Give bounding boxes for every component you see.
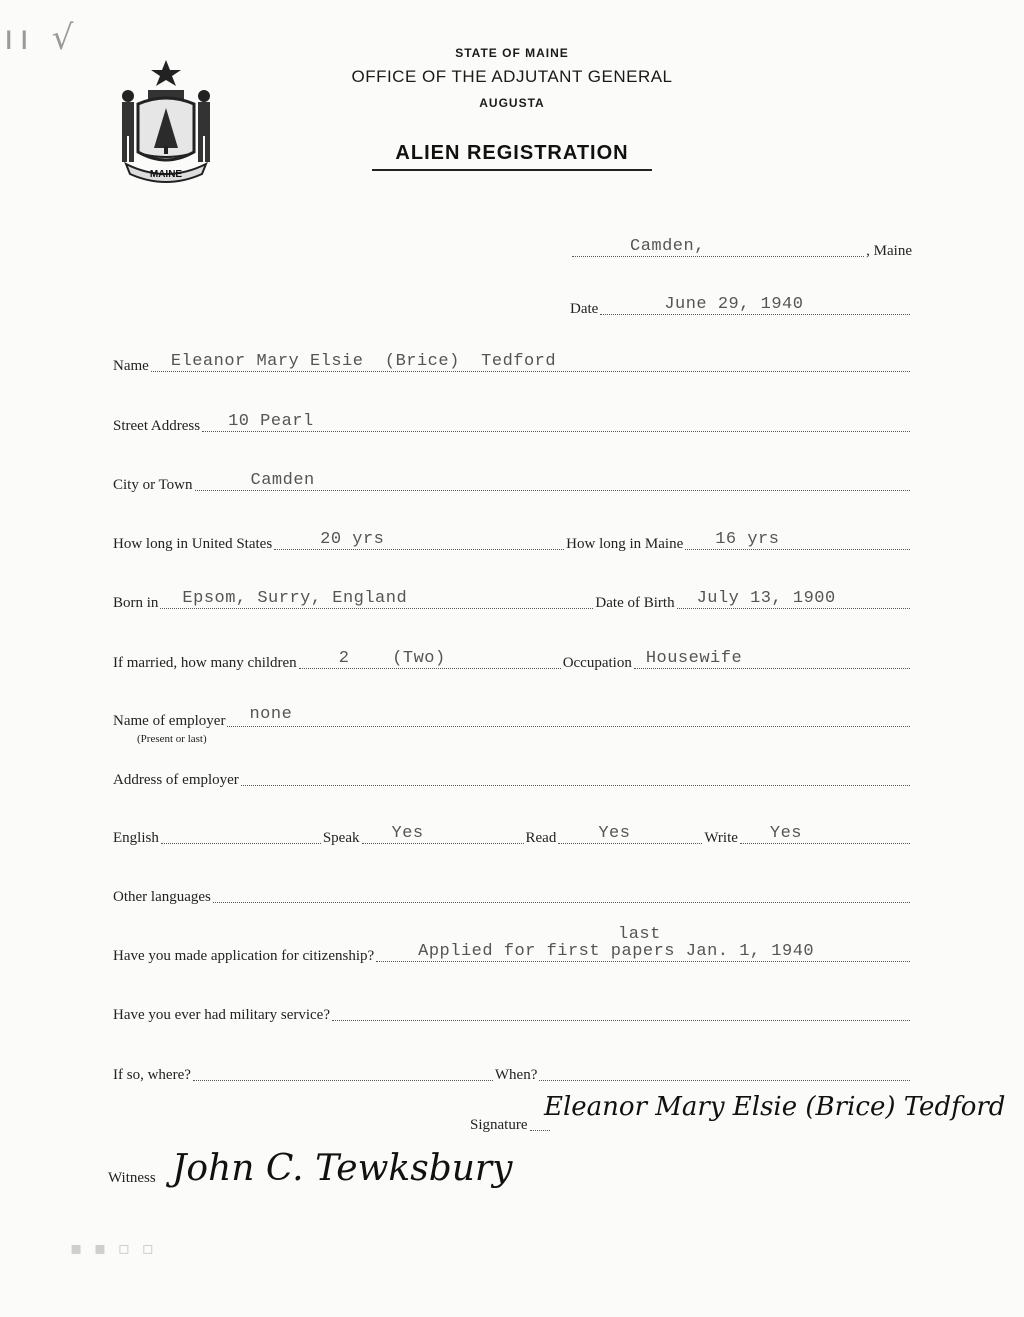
- english-row: [113, 825, 912, 847]
- maine-field: [685, 531, 910, 550]
- write-field: [740, 825, 910, 844]
- when-field: [539, 1062, 910, 1081]
- write-label: Write: [704, 830, 738, 846]
- name-value: Eleanor Mary Elsie (Brice) Tedford: [170, 352, 557, 371]
- place-suffix: , Maine: [866, 243, 912, 259]
- english-label: English: [113, 830, 159, 846]
- city-field: [195, 472, 910, 491]
- dob-label: Date of Birth: [595, 595, 675, 611]
- read-label: Read: [525, 830, 557, 846]
- office-heading: OFFICE OF THE ADJUTANT GENERAL: [351, 67, 673, 86]
- military-row: [113, 1002, 912, 1024]
- where-field: [193, 1062, 493, 1081]
- city-heading: AUGUSTA: [479, 96, 545, 110]
- name-field: [151, 353, 910, 372]
- place-field: [572, 238, 864, 257]
- faded-stamp: ▪ ▪ ▫ ▫: [70, 1238, 157, 1259]
- occupation-field: [634, 650, 910, 669]
- place-value: Camden,: [630, 237, 705, 256]
- children-value: 2 (Two): [338, 649, 446, 668]
- name-row: [113, 353, 912, 375]
- born-value: Epsom, Surry, England: [182, 589, 408, 608]
- dob-value: July 13, 1900: [696, 589, 836, 608]
- street-field: [202, 413, 910, 432]
- employer-sublabel: (Present or last): [137, 733, 207, 745]
- employer-address-row: [113, 767, 912, 789]
- form-title: ALIEN REGISTRATION: [372, 142, 652, 171]
- us-field: [274, 531, 564, 550]
- employer-row: [113, 705, 912, 730]
- date-value: June 29, 1940: [664, 295, 804, 314]
- speak-field: [362, 825, 524, 844]
- maine-value: 16 yrs: [715, 530, 780, 549]
- write-value: Yes: [769, 824, 802, 843]
- speak-value: Yes: [391, 824, 424, 843]
- street-row: [113, 413, 912, 435]
- employer-value: none: [249, 705, 293, 724]
- service-row: [113, 1062, 912, 1084]
- employer-label: Name of employer: [113, 713, 226, 729]
- city-row: [113, 472, 912, 494]
- speak-label: Speak: [322, 830, 360, 846]
- witness-label: Witness: [108, 1170, 156, 1186]
- employer-address-field: [241, 767, 910, 786]
- city-label: City or Town: [113, 477, 193, 493]
- us-value: 20 yrs: [320, 530, 385, 549]
- read-field: [558, 825, 702, 844]
- corner-check-mark: ıı √: [4, 18, 80, 58]
- state-heading: STATE OF MAINE: [455, 46, 569, 60]
- signature-label: Signature: [470, 1117, 528, 1133]
- date-field: [600, 296, 910, 315]
- citizenship-correction: last: [618, 925, 661, 944]
- place-row: [570, 238, 912, 260]
- born-label: Born in: [113, 595, 159, 611]
- english-field: [161, 825, 321, 844]
- citizenship-label: Have you made application for citizenship?: [113, 948, 375, 964]
- street-value: 10 Pearl: [228, 412, 314, 431]
- citizenship-value: Applied for first papers Jan. 1, 1940: [418, 942, 815, 961]
- other-languages-label: Other languages: [113, 889, 211, 905]
- name-label: Name: [113, 358, 149, 374]
- employer-field: [227, 705, 910, 727]
- maine-label: How long in Maine: [566, 536, 684, 552]
- citizenship-field: [376, 943, 910, 962]
- street-label: Street Address: [113, 418, 201, 434]
- where-label: If so, where?: [113, 1067, 191, 1083]
- residence-row: [113, 531, 912, 553]
- read-value: Yes: [598, 824, 631, 843]
- date-label: Date: [570, 301, 599, 317]
- other-languages-row: [113, 884, 912, 906]
- dob-field: [677, 590, 910, 609]
- military-field: [332, 1002, 910, 1021]
- family-row: [113, 650, 912, 672]
- birth-row: [113, 590, 912, 612]
- born-field: [160, 590, 593, 609]
- occupation-label: Occupation: [562, 655, 632, 671]
- children-label: If married, how many children: [113, 655, 297, 671]
- employer-address-label: Address of employer: [113, 772, 239, 788]
- signature-handwriting: Eleanor Mary Elsie (Brice) Tedford: [544, 1092, 1006, 1122]
- occupation-value: Housewife: [645, 649, 743, 668]
- when-label: When?: [494, 1067, 538, 1083]
- date-row: [570, 296, 912, 318]
- city-value: Camden: [250, 471, 315, 490]
- other-languages-field: [213, 884, 910, 903]
- seal-banner-text: MAINE: [149, 169, 183, 180]
- citizenship-row: [113, 943, 912, 965]
- witness-signature: John C. Tewksbury: [172, 1148, 513, 1189]
- military-label: Have you ever had military service?: [113, 1007, 330, 1023]
- us-label: How long in United States: [113, 536, 273, 552]
- children-field: [299, 650, 561, 669]
